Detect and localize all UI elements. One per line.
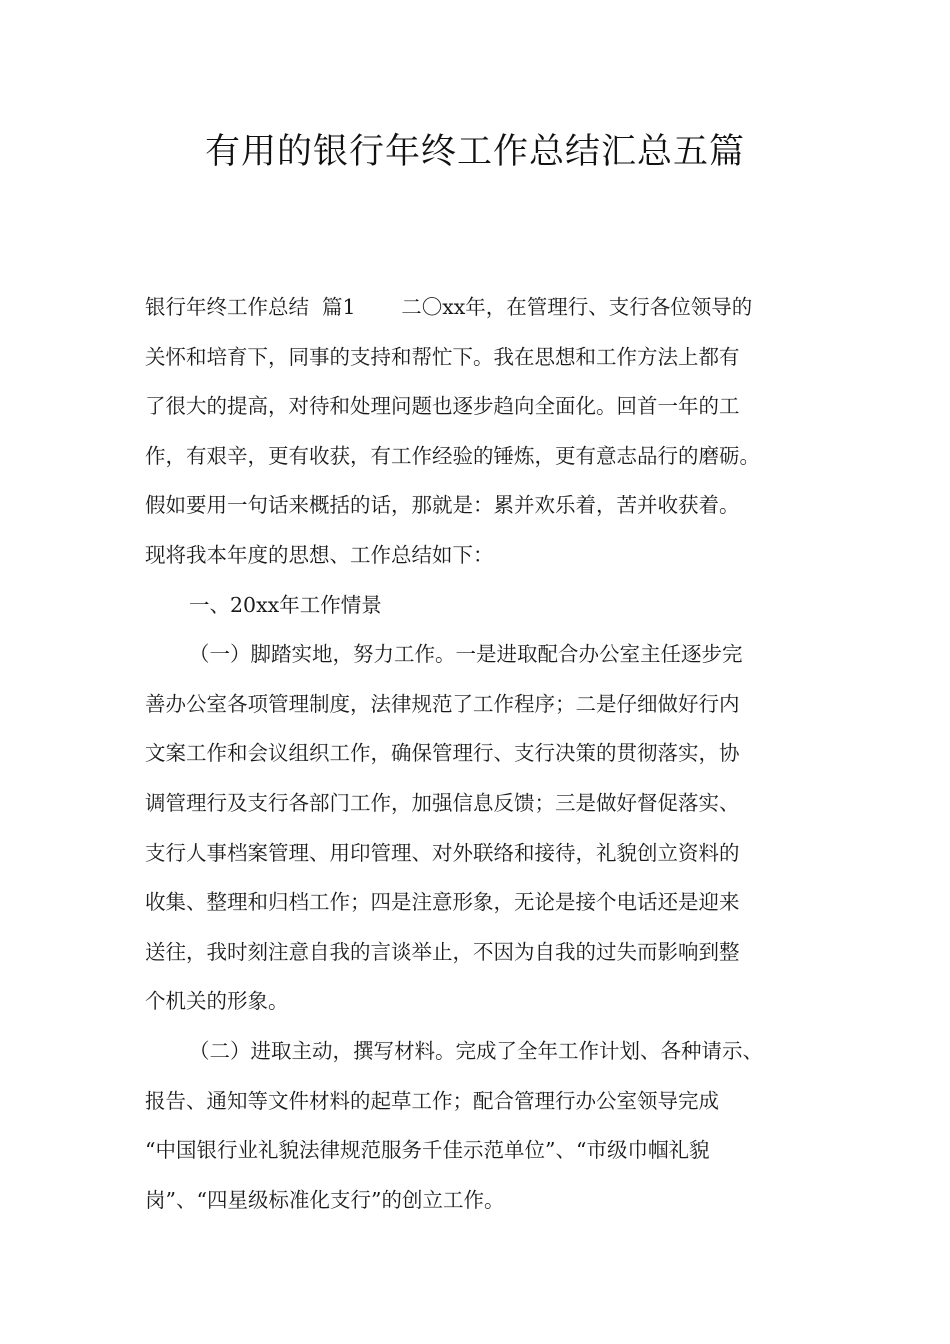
text-line: 文案工作和会议组织工作，确保管理行、支行决策的贯彻落实，协 [145,741,740,766]
text-line: 假如要用一句话来概括的话，那就是：累并欢乐着，苦并收获着。 [145,493,740,518]
text-line: 支行人事档案管理、用印管理、对外联络和接待，礼貌创立资料的 [145,840,740,865]
section-heading: 一、20xx年工作情景 [189,592,382,617]
text-line: 送往，我时刻注意自我的言谈举止，不因为自我的过失而影响到整 [145,939,740,964]
text-line: 调管理行及支行各部门工作，加强信息反馈；三是做好督促落实、 [145,790,740,815]
text-line: 报告、通知等文件材料的起草工作；配合管理行办公室领导完成 [145,1088,719,1113]
text-line: 个机关的形象。 [145,989,289,1014]
text-line: 收集、整理和归档工作；四是注意形象，无论是接个电话还是迎来 [145,890,740,915]
text-line: 现将我本年度的思想、工作总结如下： [145,542,494,567]
text-line: （二）进取主动，撰写材料。完成了全年工作计划、各种请示、 [189,1038,763,1063]
text-line: 作，有艰辛，更有收获，有工作经验的锤炼，更有意志品行的磨砺。 [145,443,760,468]
text-line: “中国银行业礼貌法律规范服务千佳示范单位”、“市级巾帼礼貌 [145,1138,710,1163]
document-title: 有用的银行年终工作总结汇总五篇 [204,132,745,172]
text-line: 银行年终工作总结 篇1 二〇xx年，在管理行、支行各位领导的 [145,295,753,319]
text-line: （一）脚踏实地，努力工作。一是进取配合办公室主任逐步完 [189,642,743,667]
text-line: 岗”、“四星级标准化支行”的创立工作。 [145,1187,505,1212]
text-line: 善办公室各项管理制度，法律规范了工作程序；二是仔细做好行内 [145,691,740,716]
text-line: 了很大的提高，对待和处理问题也逐步趋向全面化。回首一年的工 [145,394,740,419]
text-line: 关怀和培育下，同事的支持和帮忙下。我在思想和工作方法上都有 [145,344,740,369]
document-body [145,283,825,1225]
